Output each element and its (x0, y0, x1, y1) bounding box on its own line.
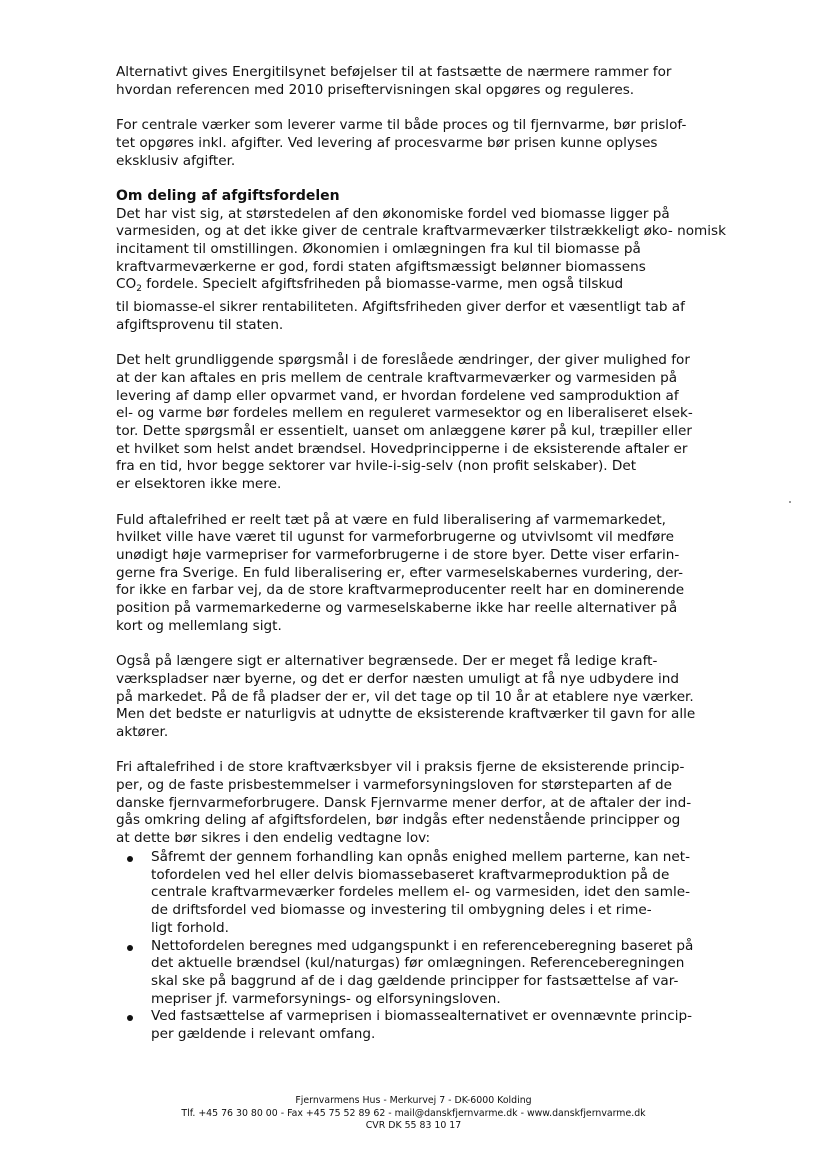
text-line: centrale kraftvarmeværker fordeles mellem el- og varmesiden, idet den samle- (151, 884, 690, 901)
text-line: mepriser jf. varmeforsynings- og elforsyningsloven. (151, 990, 501, 1007)
text-line: el- og varme bør fordeles mellem en reguleret varmesektor og en liberaliseret elsek- (116, 405, 693, 422)
text-line: til biomasse-el sikrer rentabiliteten. Afgiftsfriheden giver derfor et væsentligt tab af (116, 299, 685, 316)
bullet-text (151, 849, 728, 938)
text-line: tor. Dette spørgsmål er essentielt, uanset om anlæggene kører på kul, træpiller eller (116, 423, 692, 440)
text-line: danske fjernvarmeforbrugere. Dansk Fjernvarme mener derfor, at de aftaler der ind- (116, 794, 692, 811)
text-line: at dette bør sikres i den endelig vedtagne lov: (116, 830, 431, 847)
bullet-icon (127, 945, 133, 951)
text-line: aktører. (116, 723, 169, 740)
text-line: gås omkring deling af afgiftsfordelen, bør indgås efter nedenstående principper og (116, 812, 681, 829)
text-line: Det har vist sig, at størstedelen af den økonomiske fordel ved biomasse ligger på (116, 205, 670, 222)
text-line: Nettofordelen beregnes med udgangspunkt i en referenceberegning baseret på (151, 937, 694, 954)
co2-subscript: 2 (136, 284, 142, 295)
heading-text: Om deling af afgiftsfordelen (116, 187, 340, 204)
paragraph-7 (116, 759, 728, 848)
list-item (116, 938, 728, 1009)
principles-bullet-list (116, 849, 728, 1044)
text-line: per, og de faste prisbestemmelser i varmeforsyningsloven for størsteparten af de (116, 777, 672, 794)
list-item (116, 1008, 728, 1043)
text-line: Fri aftalefrihed i de store kraftværksbyer vil i praksis fjerne de eksisterende princip- (116, 759, 685, 776)
section-heading (116, 188, 728, 206)
page-footer (0, 1095, 827, 1133)
paragraph-4 (116, 352, 728, 494)
text-line: For centrale værker som leverer varme til både proces og til fjernvarme, bør prislof- (116, 117, 687, 134)
text-line: Men det bedste er naturligvis at udnytte de eksisterende kraftværker til gavn for alle (116, 706, 696, 723)
footer-cvr: CVR DK 55 83 10 17 (365, 1120, 462, 1132)
text-line: kort og mellemlang sigt. (116, 617, 282, 634)
section-afgiftsfordel (116, 188, 728, 335)
text-line: tet opgøres inkl. afgifter. Ved levering af procesvarme bør prisen kunne oplyses (116, 134, 658, 151)
bullet-icon (127, 1015, 133, 1021)
co2-prefix: CO (116, 276, 137, 293)
text-line: at der kan aftales en pris mellem de centrale kraftvarmeværker og varmesiden på (116, 369, 678, 386)
scan-speck (789, 501, 791, 503)
paragraph-5 (116, 512, 728, 636)
text-line: hvordan referencen med 2010 priseftervisningen skal opgøres og reguleres. (116, 81, 635, 98)
co2-rest: fordele. Specielt afgiftsfriheden på biomasse-varme, men også tilskud (141, 276, 624, 293)
text-line: afgiftsprovenu til staten. (116, 316, 284, 333)
text-line: er elsektoren ikke mere. (116, 476, 282, 493)
text-line: værkspladser nær byerne, og det er derfor næsten umuligt at få nye udbydere ind (116, 670, 679, 687)
text-line: position på varmemarkederne og varmeselskaberne ikke har reelle alternativer på (116, 600, 678, 617)
text-line: fra en tid, hvor begge sektorer var hvile-i-sig-selv (non profit selskaber). Det (116, 458, 637, 475)
bullet-text (151, 1008, 728, 1043)
text-line: et hvilket som helst andet brændsel. Hovedprincipperne i de eksisterende aftaler er (116, 440, 688, 457)
text-line: hvilket ville have været til ugunst for varmeforbrugerne og utvivlsomt vil medføre (116, 529, 675, 546)
text-line: ligt forhold. (151, 919, 229, 936)
text-line: eksklusiv afgifter. (116, 152, 236, 169)
paragraph-2 (116, 117, 728, 170)
paragraph-3 (116, 206, 728, 335)
paragraph-6 (116, 653, 728, 742)
text-line: for ikke en farbar vej, da de store kraftvarmeproducenter reelt har en dominerende (116, 582, 685, 599)
text-line: unødigt høje varmepriser for varmeforbrugerne i de store byer. Dette viser erfarin- (116, 546, 680, 563)
list-item (116, 849, 728, 938)
text-line: levering af damp eller opvarmet vand, er hvordan fordelene ved samproduktion af (116, 387, 679, 404)
footer-address: Fjernvarmens Hus - Merkurvej 7 - DK-6000 Kolding (295, 1095, 532, 1106)
text-line: Ved fastsættelse af varmeprisen i biomassealternativet er ovennævnte princip- (151, 1008, 693, 1025)
text-line: på kraftvarmeværkerne er god, fordi staten afgiftsmæssigt belønner biomassens (116, 241, 646, 275)
text-line: skal ske på baggrund af de i dag gældende principper for fastsættelse af var- (151, 972, 679, 989)
text-line: gerne fra Sverige. En fuld liberalisering er, efter varmeselskabernes vurdering, der- (116, 564, 684, 581)
text-line: varmesiden, og at det ikke giver de centrale kraftvarmeværker tilstrækkeligt øko- (116, 223, 673, 240)
text-line: det aktuelle brændsel (kul/naturgas) før omlægningen. Referenceberegningen (151, 955, 685, 972)
text-line: per gældende i relevant omfang. (151, 1026, 376, 1043)
text-line: Såfremt der gennem forhandling kan opnås enighed mellem parterne, kan net- (151, 849, 691, 865)
text-line: de driftsfordel ved biomasse og investering til ombygning deles i et rime- (151, 902, 652, 919)
text-line: tofordelen ved hel eller delvis biomassebaseret kraftvarmeproduktion på de (151, 866, 670, 883)
text-line: Alternativt gives Energitilsynet beføjelser til at fastsætte de nærmere rammer for (116, 64, 672, 80)
text-line: på markedet. På de få pladser der er, vil det tage op til 10 år at etablere nye værker. (116, 688, 694, 705)
body-text (116, 64, 728, 866)
bullet-icon (127, 856, 133, 862)
text-line-co2 (116, 276, 728, 299)
text-line: Det helt grundliggende spørgsmål i de foreslåede ændringer, der giver mulighed for (116, 352, 690, 369)
text-line: Fuld aftalefrihed er reelt tæt på at være en fuld liberalisering af varmemarkedet, (116, 511, 666, 528)
text-line: nomisk incitament til omstillingen. Økonomien i omlægningen fra kul til biomasse (116, 223, 726, 257)
bullet-text (151, 938, 728, 1009)
paragraph-1 (116, 64, 728, 99)
footer-contact: Tlf. +45 76 30 80 00 - Fax +45 75 52 89 62 - mail@danskfjernvarme.dk - www.danskfjernvarme.dk (181, 1107, 646, 1119)
text-line: Også på længere sigt er alternativer begrænsede. Der er meget få ledige kraft- (116, 653, 658, 670)
